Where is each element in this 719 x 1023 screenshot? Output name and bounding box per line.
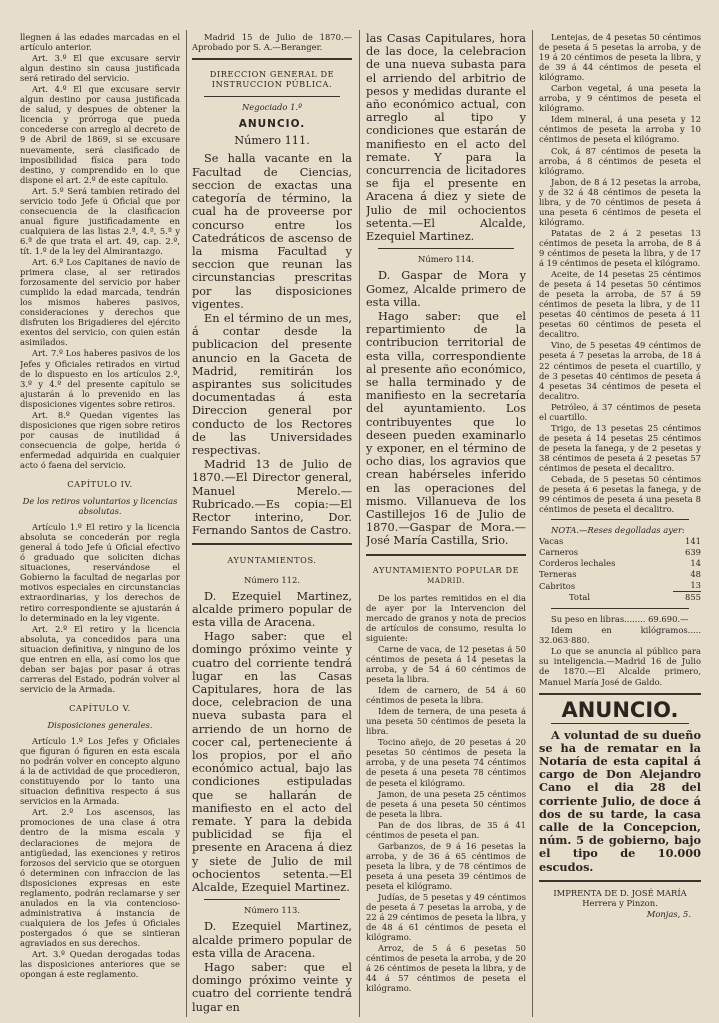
- notice-text: Madrid 13 de Julio de 1870.—El Director general, Manuel Merelo.—Rubricado.—Es copia:—El Rector interino, Dor. Fernando Santos de Castro.: [192, 458, 352, 538]
- article-text: Art. 2.º Los ascensos, las promociones de una clase á otra dentro de la misma escala y declaraciones de mejora de antigüedad, las exenciones y retiros forzosos del servicio que se otorguen ó determinen con infraccion de las disposiciones expresas en este reglamento, podrán reclamarse y ser anulados en la via contencioso-administrativa á instancia de cualquiera de los Jefes ú Oficiales postergados ó que se sintieran agraviados en sus derechos.: [20, 807, 180, 948]
- article-text: Art. 2.º El retiro y la licencia absoluta, ya concedidos para una situacion definitiva, y ninguno de los que entren en ella, así como los que deban ser bajas por pasar á otras carreras del Estado, podrán volver al servicio de la Armada.: [20, 623, 180, 694]
- notice-text: Se halla vacante en la Facultad de Ciencias, seccion de exactas una categoría de término, la cual ha de proveerse por concurso entre los Catedráticos de ascenso de la misma Facultad y seccion que reunan las circunstancias prescritas por las disposiciones vigentes.: [192, 152, 352, 311]
- closing-notice: Lo que se anuncia al público para su inteligencia.—Madrid 16 de Julio de 1870.—El Alcalde primero, Manuel María José de Galdo.: [539, 646, 701, 687]
- section-heading: AYUNTAMIENTO POPULAR DE: [372, 564, 520, 575]
- printer-imprint: IMPRENTA DE D. JOSÉ MARÍA Herrera y Pinzon.: [553, 887, 687, 908]
- price-entry: Jabon, de 8 á 12 pesetas la arroba, y de 32 á 48 céntimos de peseta la libra, y de 70 céntimos de peseta á una peseta 6 céntimos de peseta el kilógramo.: [539, 176, 701, 227]
- notice-text: D. Ezequiel Martinez, alcalde primero popular de esta villa de Aracena.: [192, 920, 352, 960]
- cattle-count: 141: [685, 536, 701, 547]
- notice-text: las Casas Capitulares, hora de las doce, la celebracion de una nueva subasta para el arriendo del arbitrio de pesos y medidas durante el año económico actual, con arreglo al tipo y condiciones que estarán de manifiesto en el acto del remate. Y para la concurrencia de licitadores se fija el presente en Aracena á diez y siete de Julio de mil ochocientos setenta.—El Alcalde, Ezequiel Martinez.: [366, 32, 526, 244]
- weight-line: Su peso en libras........ 69.690.—: [551, 614, 689, 625]
- price-entry: Lentejas, de 4 pesetas 50 céntimos de peseta á 5 pesetas la arroba, y de 19 á 20 céntimos de peseta la libra, y de 39 á 44 céntimos de peseta el kilógramo.: [539, 32, 701, 83]
- negociado-label: Negociado 1.º: [241, 102, 303, 113]
- price-entry: Idem de ternera, de una peseta á una peseta 50 céntimos de peseta la libra.: [366, 706, 526, 737]
- cattle-count: 48: [690, 569, 701, 580]
- column-rule: [359, 30, 360, 1017]
- chapter-heading: CAPÍTULO V.: [69, 702, 131, 713]
- market-intro: De los partes remitidos en el dia de ayer por la Intervencion del mercado de granos y nota de precios de artículos de consumo, resulta lo siguiente:: [366, 592, 526, 643]
- article-text: Art. 6.º Los Capitanes de navío de primera clase, al ser retirados forzosamente del servicio por haber cumplido la edad marcada, tendrán los mismos haberes pasivos, consideraciones y derechos que disfruten los Brigadieres del ejército exentos del servicio, con quien están asimilados.: [20, 257, 180, 348]
- notice-number: Número 114.: [418, 254, 474, 265]
- cattle-count: 13: [673, 580, 701, 592]
- table-row: [539, 592, 701, 604]
- printer-address: Monjas, 5.: [646, 908, 691, 919]
- divider: [551, 723, 689, 724]
- article-text: llegnen á las edades marcadas en el artículo anterior.: [20, 32, 180, 53]
- notice-text: En el término de un mes, á contar desde la publicacion del presente anuncio en la Gaceta de Madrid, remitirán los aspirantes sus solicitudes documentadas á esta Direccion general por conducto de los Rectores de las Universidades respectivas.: [192, 311, 352, 457]
- price-entry: Carbon vegetal, á una peseta la arroba, y 9 céntimos de peseta el kilógramo.: [539, 83, 701, 114]
- chapter-heading: CAPÍTULO IV.: [67, 479, 133, 490]
- divider: [551, 519, 689, 520]
- price-entry: Jamon, de una peseta 25 céntimos de peseta á una peseta 50 céntimos de peseta la libra.: [366, 788, 526, 819]
- column-rule: [532, 30, 533, 1017]
- table-row: [539, 536, 701, 547]
- divider: [551, 608, 689, 609]
- section-heading: AYUNTAMIENTOS.: [227, 555, 317, 566]
- price-entry: Judías, de 5 pesetas y 49 céntimos de peseta á 7 pesetas la arroba, y de 22 á 29 céntimos de peseta la libra, y de 48 á 61 céntimos de peseta el kilógramo.: [366, 892, 526, 943]
- notice-text: Hago saber: que el domingo próximo veinte y cuatro del corriente tendrá lugar en: [192, 960, 352, 1014]
- notice-number: Número 111.: [234, 134, 310, 148]
- notice-text: Hago saber: que el repartimiento de la contribucion territorial de esta villa, correspondiente al presente año económico, se halla terminado y de manifiesto en la secretaría del ayuntamiento. Los contribuyentes que lo deseen pueden examinarlo y exponer, en el término de ocho dias, los agravios que crean habérseles inferido en las operaciones del mismo. Villanueva de los Castillejos 16 de Julio de 1870.—Gaspar de Mora.—José María Castilla, Srio.: [366, 309, 526, 548]
- price-entry: Vino, de 5 pesetas 49 céntimos de peseta á 7 pesetas la arroba, de 18 á 22 céntimos de peseta el cuartillo, y de 3 pesetas 40 céntimos de peseta á 4 pesetas 34 céntimos de peseta el decalitro.: [539, 340, 701, 401]
- price-entry: Idem mineral, á una peseta y 12 céntimos de peseta la arroba y 10 céntimos de peseta el kilógramo.: [539, 114, 701, 145]
- column-4: [539, 32, 701, 1017]
- section-heading: DIRECCION GENERAL DE INSTRUCCION PÚBLICA.: [209, 69, 335, 90]
- article-text: Art. 4.º El que excusare servir algun destino por causa justificada de salud, y despues de obtener la licencia y prórroga que pueda concederse con arreglo al decreto de 9 de Abril de 1869, si se excusare nuevamente, será clasificado de imposibilidad física para todo destino, y comprendido en lo que dispone el art. 2.º de este capítulo.: [20, 84, 180, 185]
- section-rule: [192, 543, 352, 545]
- section-rule: [539, 880, 701, 882]
- total-label: Total: [569, 592, 591, 602]
- table-row: [539, 547, 701, 558]
- nota-heading: NOTA.—Reses degolladas ayer:: [551, 525, 685, 536]
- price-entry: Cebada, de 5 pesetas 50 céntimos de peseta á 6 pesetas la fanega, y de 99 céntimos de peseta á una peseta 8 céntimos de peseta el decalitro.: [539, 474, 701, 515]
- article-text: Art. 7.º Los haberes pasivos de los Jefes y Oficiales retirados en virtud de lo dispuesto en los artículos 2.º, 3.º y 4.º del presente capítulo se ajustarán á lo prevenido en las disposiciones vigentes sobre retiros.: [20, 348, 180, 409]
- divider: [204, 96, 340, 97]
- price-entry: Pan de dos libras, de 35 á 41 céntimos de peseta el pan.: [366, 819, 526, 840]
- column-2: [192, 32, 352, 1017]
- column-1: [20, 32, 180, 1017]
- cattle-label: Corderos lechales: [539, 558, 616, 569]
- table-row: [539, 558, 701, 569]
- price-entry: Idem de carnero, de 54 á 60 céntimos de peseta la libra.: [366, 685, 526, 706]
- article-text: Art. 3.º Quedan derogadas todas las disposiciones anteriores que se opongan á este reglamento.: [20, 949, 180, 980]
- notice-text: D. Ezequiel Martinez, alcalde primero popular de esta villa de Aracena.: [192, 589, 352, 630]
- section-rule: [366, 554, 526, 556]
- total-value: 855: [685, 592, 701, 603]
- notice-number: Número 112.: [244, 574, 300, 585]
- price-entry: Trigo, de 13 pesetas 25 céntimos de peseta á 14 pesetas 25 céntimos de peseta la fanega, y de 2 pesetas y 38 céntimos de peseta á 2 pesetas 57 céntimos de peseta el decalitro.: [539, 422, 701, 473]
- article-text: Artículo 1.º El retiro y la licencia absoluta se concederán por regla general á todo Jefe ú Oficial efectivo ó graduado que soliciten dichas situaciones, reservándose el Gobierno la facultad de negarlas por motivos especiales en circunstancias extraordinarias, y los derechos de retiro correspondiente se ajustarán á lo determinado en la ley vigente.: [20, 522, 180, 623]
- notice-text: Hago saber: que el domingo próximo veinte y cuatro del corriente tendrá lugar en las Casas Capitulares, hora de las doce, celebracion de una nueva subasta para el arriendo de un horno de cocer cal, perteneciente á los propios, por el año económico actual, bajo las condiciones estipuladas que se hallarán de manifiesto en el acto del remate. Y para la debida publicidad se fija el presente en Aracena á diez y siete de Julio de mil ochocientos setenta.—El Alcalde, Ezequiel Martinez.: [192, 630, 352, 895]
- price-entry: Tocino añejo, de 20 pesetas á 20 pesetas 50 céntimos de peseta la arroba, y de una peseta 74 céntimos de peseta á una peseta 78 céntimos de peseta el kilógramo.: [366, 737, 526, 788]
- cattle-count: 14: [690, 558, 701, 569]
- section-rule: [539, 693, 701, 695]
- article-text: Art. 3.º El que excusare servir algun destino sin causa justificada será retirado del servicio.: [20, 53, 180, 84]
- notice-number: Número 113.: [244, 905, 300, 916]
- article-text: Artículo 1.º Los Jefes y Oficiales que figuran ó figuren en esta escala no podrán volver en concepto alguno á la de actividad de que procedieron, constituyendo por lo tanto una situacion definitiva respecto á sus servicios en la Armada.: [20, 736, 180, 807]
- sale-notice: A voluntad de su dueño se ha de rematar en la Notaría de esta capital á cargo de Don Alejandro Cano el dia 28 del corriente Julio, de doce á dos de su tarde, la casa calle de la Concepcion, núm. 5 de gobierno, bajo el tipo de 10.000 escudos.: [539, 727, 701, 874]
- price-entry: Carne de vaca, de 12 pesetas á 50 céntimos de peseta á 14 pesetas la arroba, y de 54 á 60 céntimos de peseta la libra.: [366, 643, 526, 685]
- cattle-count: 639: [685, 547, 701, 558]
- price-entry: Aceite, de 14 pesetas 25 céntimos de peseta á 14 pesetas 50 céntimos de peseta la arroba, de 57 á 59 céntimos de peseta la libra, y de 11 pesetas 40 céntimos de peseta á 11 pesetas 60 céntimos de peseta el decalitro.: [539, 269, 701, 340]
- cattle-label: Carneros: [539, 547, 579, 558]
- divider: [204, 899, 340, 900]
- article-text: Art. 8.º Quedan vigentes las disposiciones que rigen sobre retiros por causas de inutilidad á consecuencia de golpe, herida ó enfermedad adquirida en cualquier acto ó faena del servicio.: [20, 409, 180, 470]
- article-text: Art. 5.º Será tambien retirado del servicio todo Jefe ú Oficial que por consecuencia de la clasificacion anual figure justificadamente en cualquiera de las listas 2.ª, 4.ª, 5.ª y 6.ª de que trata el art. 49, cap. 2.º, tít. 1.º de la ley del Almirantazgo.: [20, 185, 180, 256]
- price-entry: Cok, á 87 céntimos de peseta la arroba, á 8 céntimos de peseta el kilógramo.: [539, 145, 701, 176]
- cattle-table: [539, 536, 701, 603]
- weight-line: Idem en kilógramos..... 32.063·880.: [539, 625, 701, 646]
- table-row: [539, 580, 701, 592]
- anuncio-heading: ANUNCIO.: [238, 118, 306, 131]
- cattle-label: Terneras: [539, 569, 577, 580]
- anuncio-heading: ANUNCIO.: [561, 697, 679, 722]
- cattle-label: Cabritos: [539, 580, 576, 591]
- price-entry: Garbanzos, de 9 á 16 pesetas la arroba, y de 36 á 65 céntimos de peseta la libra, y de 78 céntimos de peseta á una peseta 39 céntimos de peseta el kilógramo.: [366, 840, 526, 891]
- price-entry: Arroz, de 5 á 6 pesetas 50 céntimos de peseta la arroba, y de 20 á 26 céntimos de peseta la libra, y de 44 á 57 céntimos de peseta el kilógramo.: [366, 943, 526, 994]
- price-entry: Petróleo, á 37 céntimos de peseta el cuartillo.: [539, 401, 701, 422]
- cattle-label: Vacas: [539, 536, 564, 547]
- notice-text: D. Gaspar de Mora y Gomez, Alcalde primero de esta villa.: [366, 269, 526, 309]
- section-rule: [192, 58, 352, 60]
- section-heading-city: MADRID.: [427, 576, 465, 585]
- column-3: [366, 32, 526, 1017]
- table-row: [539, 569, 701, 580]
- chapter-subtitle: De los retiros voluntarios y licencias absolutas.: [22, 496, 178, 517]
- column-rule: [186, 30, 187, 1017]
- divider: [378, 248, 514, 249]
- chapter-subtitle: Disposiciones generales.: [47, 720, 153, 730]
- price-entry: Patatas de 2 á 2 pesetas 13 céntimos de peseta la arroba, de 8 á 9 céntimos de peseta la libra, y de 17 á 19 céntimos de peseta el kilógramo.: [539, 227, 701, 269]
- approval-line: Madrid 15 de Julio de 1870.—Aprobado por S. A.—Beranger.: [192, 32, 352, 53]
